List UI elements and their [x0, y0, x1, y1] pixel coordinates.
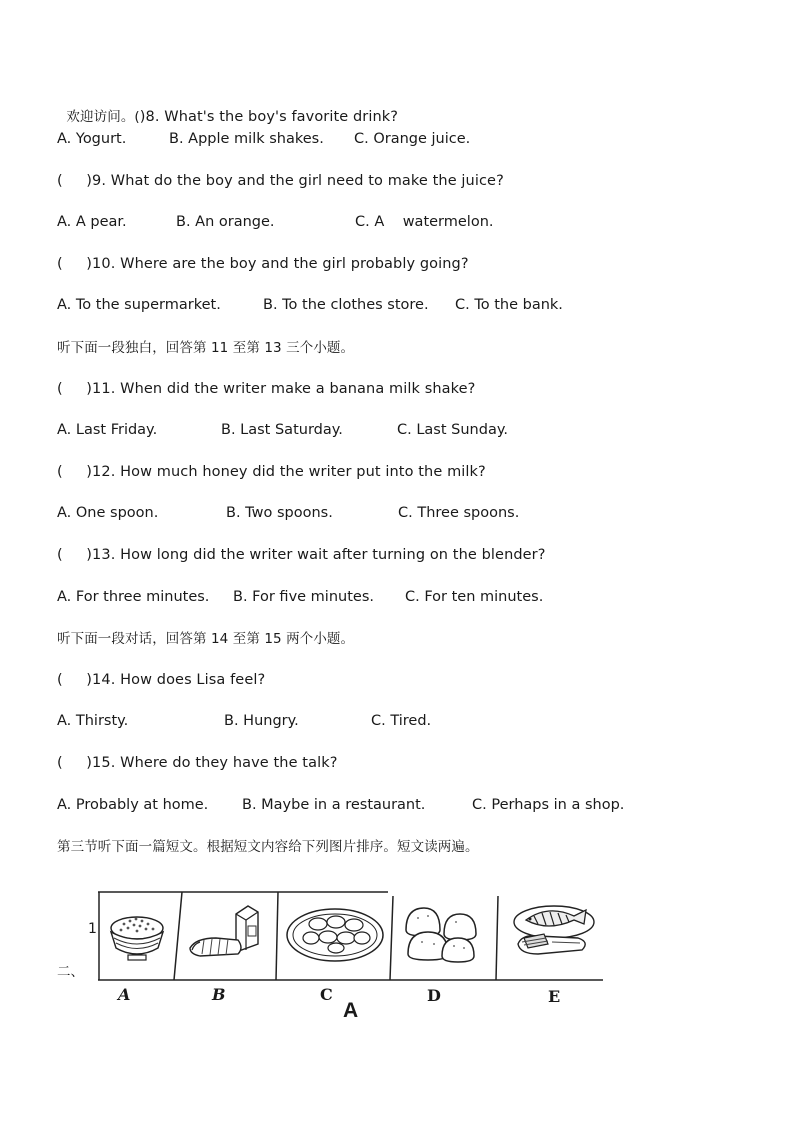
q12-option-a: A. One spoon.	[57, 505, 159, 521]
q10-option-a: A. To the supermarket.	[57, 297, 221, 313]
q10-option-b: B. To the clothes store.	[263, 297, 429, 313]
q14-option-a: A. Thirsty.	[57, 713, 129, 729]
q9-option-a: A. A pear.	[57, 214, 127, 230]
q13-option-c: C. For ten minutes.	[405, 589, 544, 605]
section-monologue-heading: 听下面一段独白，回答第 11 至第 13 三个小题。	[57, 340, 355, 356]
big-letter-heading: A	[343, 999, 359, 1022]
q15-option-b: B. Maybe in a restaurant.	[242, 797, 426, 813]
q12-option-b: B. Two spoons.	[226, 505, 333, 521]
question-8	[57, 87, 398, 127]
question-15: ( )15. Where do they have the talk?	[57, 755, 338, 771]
q9-option-b: B. An orange.	[176, 214, 275, 230]
picture-label-a: A	[118, 985, 131, 1004]
question-13: ( )13. How long did the writer wait after turning on the blender?	[57, 547, 546, 563]
section-3-instructions: 第三节听下面一篇短文。根据短文内容给下列图片排序。短文读两遍。	[57, 839, 479, 855]
question-11: ( )11. When did the writer make a banana milk shake?	[57, 381, 476, 397]
cookies-plate-icon	[284, 904, 386, 966]
q8-option-a: A. Yogurt.	[57, 131, 127, 147]
q11-option-c: C. Last Sunday.	[397, 422, 508, 438]
q8-option-c: C. Orange juice.	[354, 131, 471, 147]
q8-option-b: B. Apple milk shakes.	[169, 131, 324, 147]
q14-option-b: B. Hungry.	[224, 713, 299, 729]
q13-option-a: A. For three minutes.	[57, 589, 210, 605]
q11-option-b: B. Last Saturday.	[221, 422, 343, 438]
picture-label-d: D	[427, 986, 441, 1005]
q11-option-a: A. Last Friday.	[57, 422, 158, 438]
bread-and-milk-icon	[186, 904, 272, 964]
fish-and-meat-plate-icon	[508, 898, 600, 964]
left-fragment-section: 二、	[57, 964, 84, 980]
q9-option-c: C. A watermelon.	[355, 214, 494, 230]
q12-option-c: C. Three spoons.	[398, 505, 520, 521]
section-dialogue-heading: 听下面一段对话，回答第 14 至第 15 两个小题。	[57, 631, 355, 647]
left-fragment-number: 1	[88, 921, 97, 937]
q15-option-a: A. Probably at home.	[57, 797, 209, 813]
picture-strip	[98, 890, 603, 982]
question-10: ( )10. Where are the boy and the girl probably going?	[57, 256, 469, 272]
question-12: ( )12. How much honey did the writer put into the milk?	[57, 464, 486, 480]
picture-label-c: C	[320, 985, 333, 1004]
rice-bowl-icon	[106, 902, 168, 964]
buns-icon	[398, 900, 494, 966]
q10-option-c: C. To the bank.	[455, 297, 563, 313]
picture-label-e: E	[548, 987, 561, 1006]
question-14: ( )14. How does Lisa feel?	[57, 672, 266, 688]
q14-option-c: C. Tired.	[371, 713, 432, 729]
q15-option-c: C. Perhaps in a shop.	[472, 797, 625, 813]
q13-option-b: B. For five minutes.	[233, 589, 374, 605]
picture-label-b: B	[212, 985, 226, 1004]
question-9: ( )9. What do the boy and the girl need to make the juice?	[57, 173, 504, 189]
q8-prefix: 欢迎访问。(	[66, 109, 140, 125]
q8-text: )8. What's the boy's favorite drink?	[139, 109, 399, 125]
